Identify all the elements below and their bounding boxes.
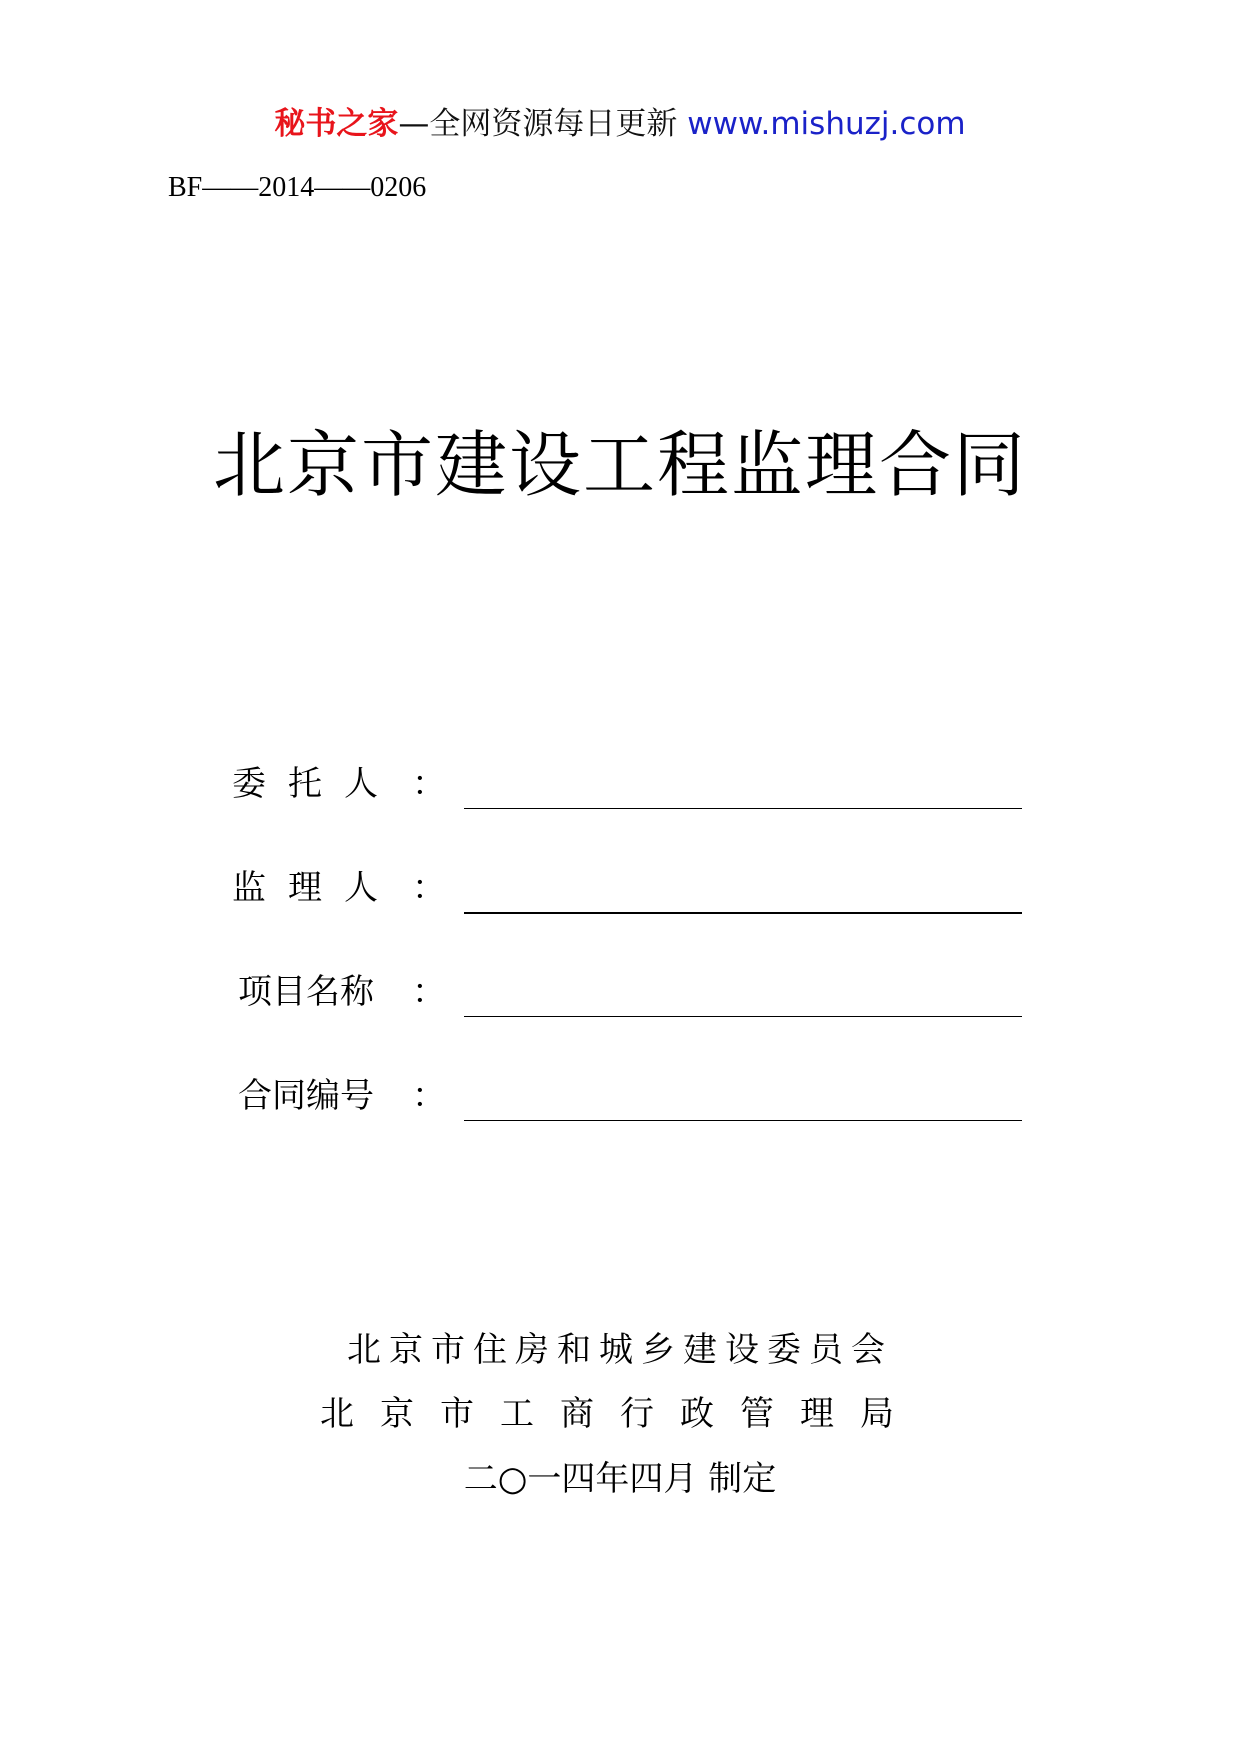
contract-number-field [232,1066,1022,1126]
supervisor-field [232,858,1022,918]
contract-number-blank-line[interactable] [464,1120,1022,1121]
project-name-colon: ： [412,972,446,1012]
supervisor-blank-line[interactable] [464,912,1022,914]
issuer-housing-commission: 北京市住房和城乡建设委员会 [347,1330,893,1370]
contract-number-label: 合同编号 [238,1076,374,1116]
supervisor-colon: ： [412,868,446,908]
site-banner [0,104,1240,144]
document-title: 北京市建设工程监理合同 [212,423,1027,507]
issue-date: 二○一四年四月 制定 [463,1459,777,1499]
issuer-industry-commerce-bureau: 北京市工商行政管理局 [320,1394,920,1434]
supervisor-label: 监理人 [232,868,400,908]
banner-url-link[interactable]: www.mishuzj.com [687,106,966,142]
project-name-field [232,962,1022,1022]
banner-brand: 秘书之家 [274,106,399,142]
client-field [232,754,1022,814]
client-colon: ： [412,764,446,804]
banner-slogan: —全网资源每日更新 [398,106,678,142]
client-blank-line[interactable] [464,808,1022,809]
project-name-label: 项目名称 [238,972,374,1012]
client-label: 委托人 [232,764,400,804]
document-code: BF——2014——0206 [168,172,427,203]
contract-number-colon: ： [412,1076,446,1116]
project-name-blank-line[interactable] [464,1016,1022,1017]
